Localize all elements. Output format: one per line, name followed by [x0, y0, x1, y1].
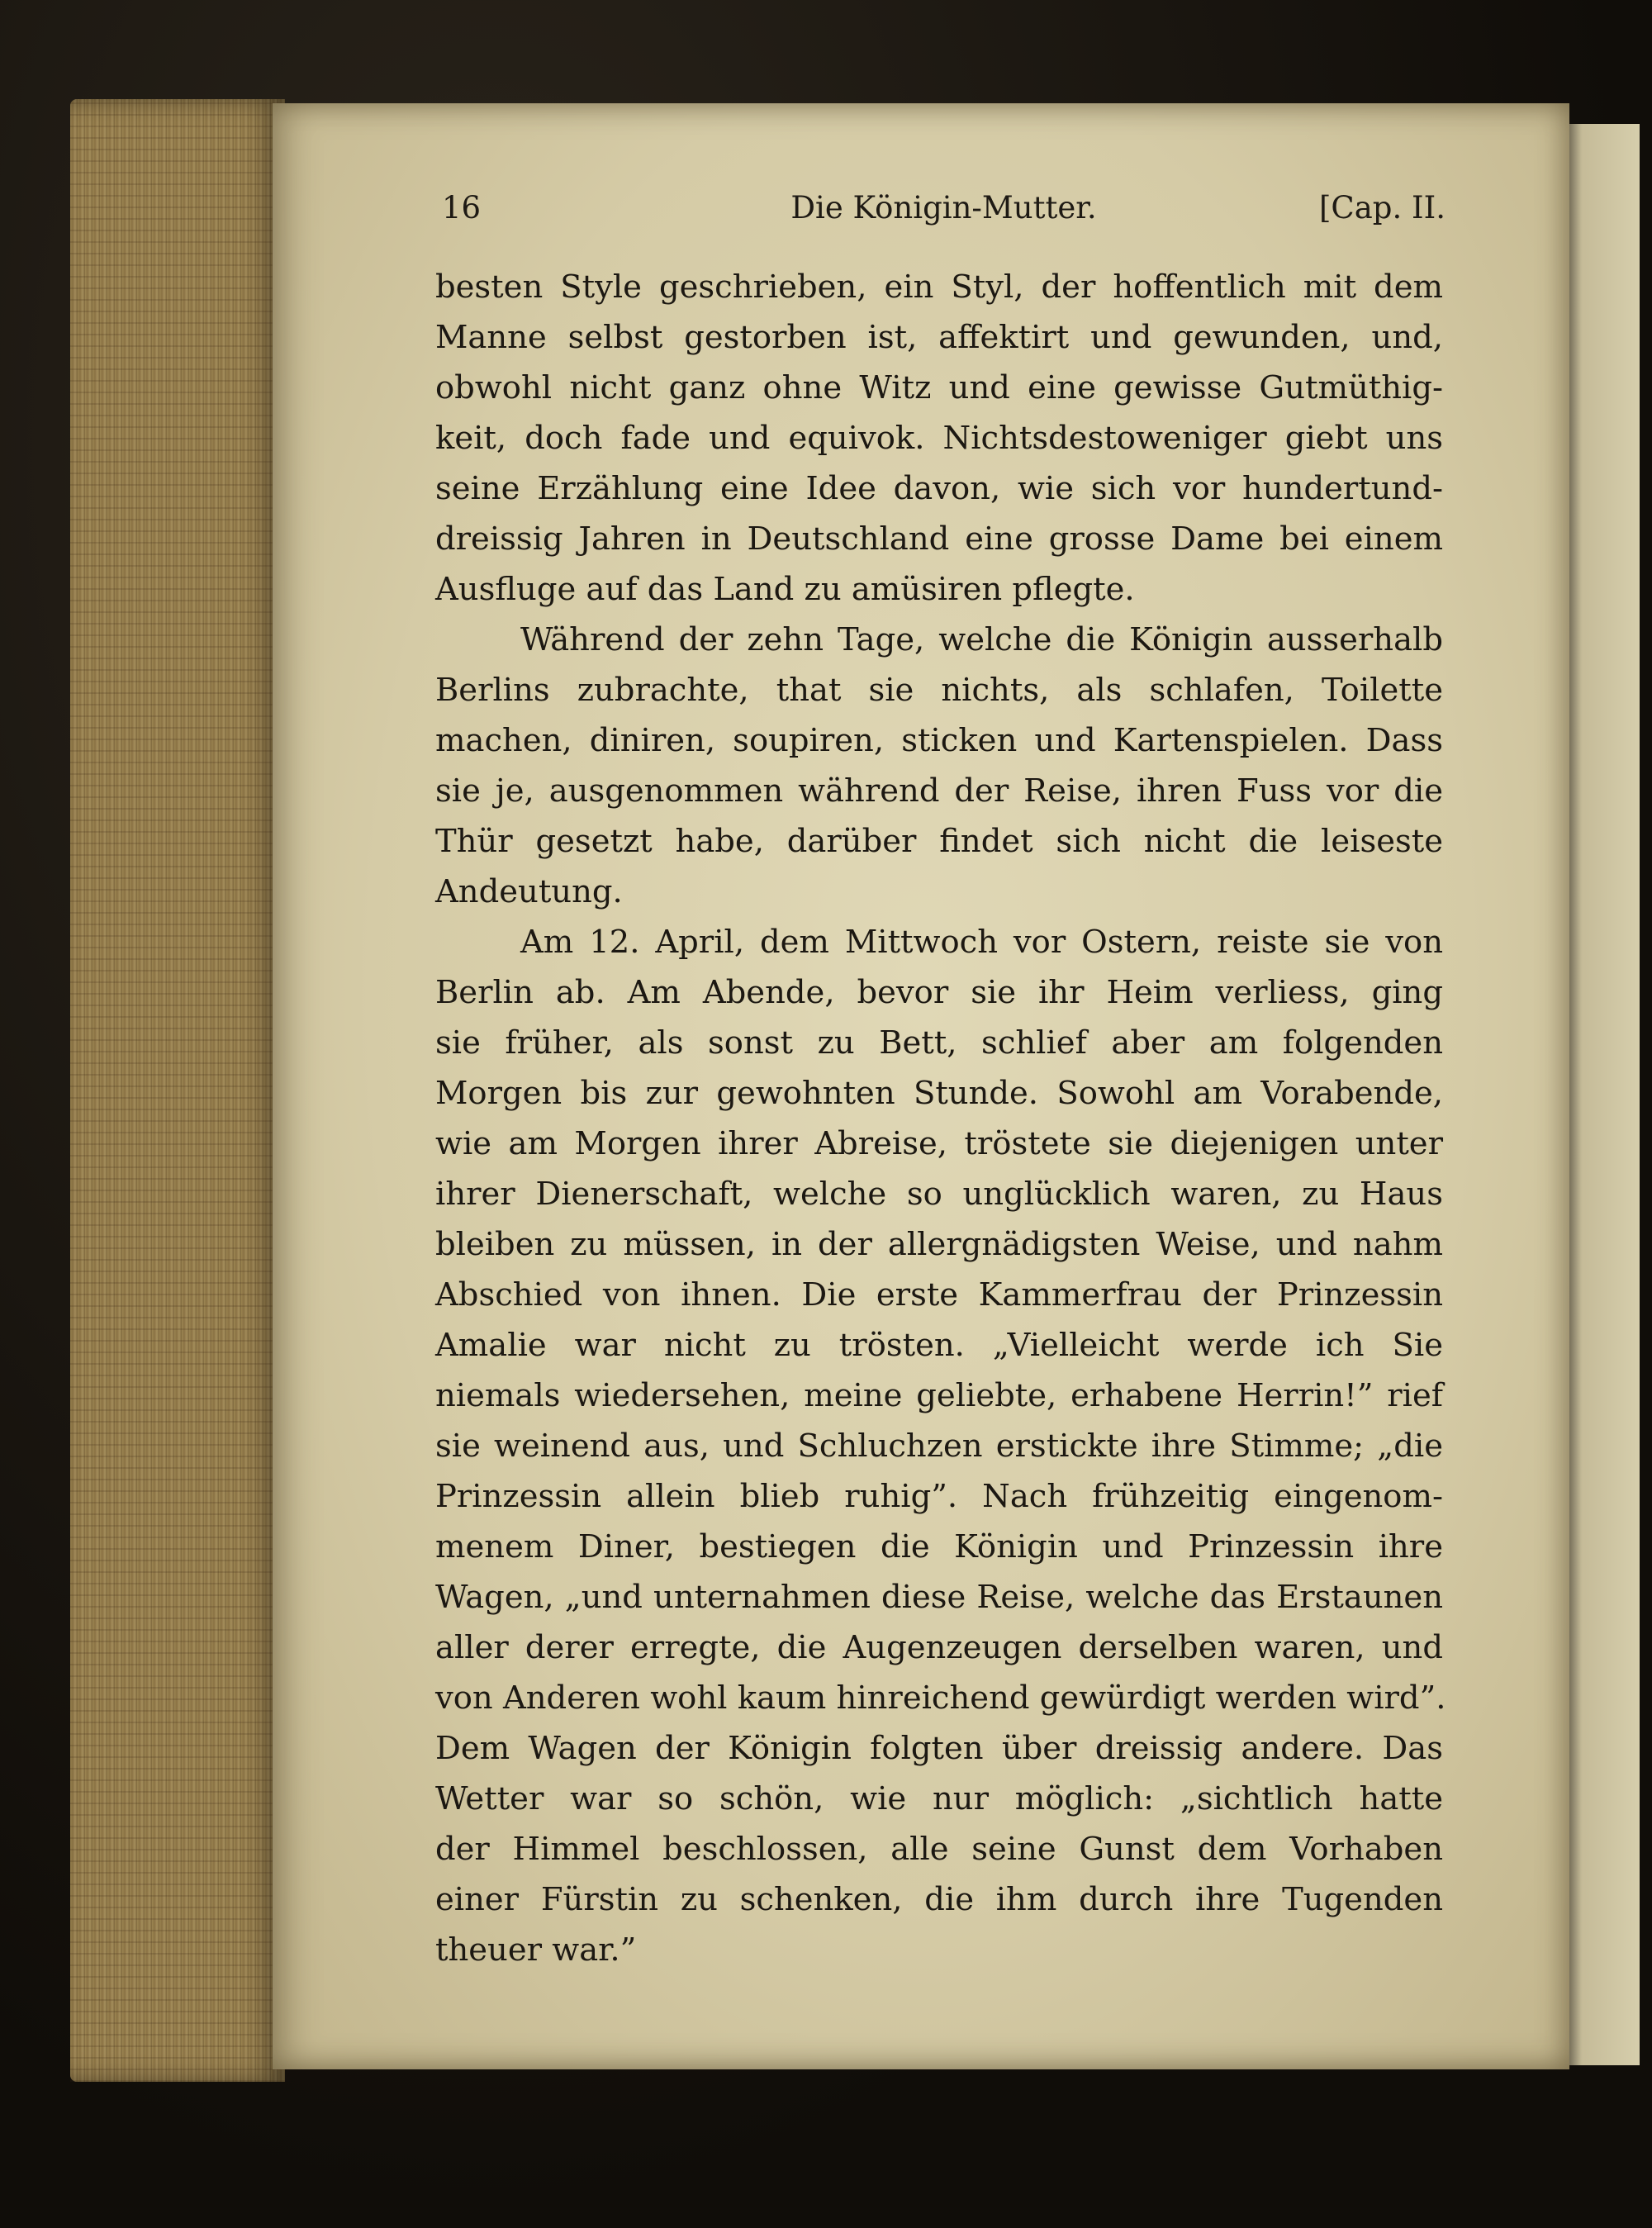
paragraph: [435, 615, 1443, 917]
text-line: sie früher, als sonst zu Bett, schlief aber am folgenden: [435, 1024, 1443, 1062]
text-line: Ausfluge auf das Land zu amüsiren pflegte.: [435, 571, 1135, 608]
text-line: Prinzessin allein blieb ruhig”. Nach frühzeitig eingenom-: [435, 1478, 1443, 1515]
text-line: sie weinend aus, und Schluchzen erstickte ihre Stimme; „die: [435, 1428, 1443, 1465]
text-line: der Himmel beschlossen, alle seine Gunst dem Vorhaben: [435, 1831, 1443, 1868]
text-line: Morgen bis zur gewohnten Stunde. Sowohl am Vorabende,: [435, 1075, 1443, 1112]
text-line: bleiben zu müssen, in der allergnädigsten Weise, und nahm: [435, 1226, 1443, 1263]
text-line: Abschied von ihnen. Die erste Kammerfrau der Prinzessin: [435, 1276, 1443, 1314]
page-number: 16: [442, 190, 482, 226]
text-line: seine Erzählung eine Idee davon, wie sich vor hundertund-: [435, 470, 1443, 507]
text-line: keit, doch fade und equivok. Nichtsdestoweniger giebt uns: [435, 420, 1443, 457]
text-line: Andeutung.: [435, 873, 623, 910]
text-line: Berlin ab. Am Abende, bevor sie ihr Heim verliess, ging: [435, 974, 1443, 1011]
text-line: aller derer erregte, die Augenzeugen derselben waren, und: [435, 1629, 1443, 1666]
book-page-edges: [70, 99, 285, 2082]
text-line: machen, diniren, soupiren, sticken und Kartenspielen. Dass: [435, 722, 1443, 759]
running-title: Die Königin-Mutter.: [790, 190, 1097, 226]
text-line: menem Diner, bestiegen die Königin und Prinzessin ihre: [435, 1528, 1443, 1565]
text-line: Thür gesetzt habe, darüber findet sich nicht die leiseste: [435, 823, 1443, 860]
text-line: ihrer Dienerschaft, welche so unglücklich waren, zu Haus: [435, 1176, 1443, 1213]
paragraph: [435, 262, 1443, 615]
text-line: theuer war.”: [435, 1931, 637, 1969]
text-line: Wagen, „und unternahmen diese Reise, welche das Erstaunen: [435, 1579, 1443, 1616]
chapter-reference: [Cap. II.: [1318, 190, 1446, 226]
text-line: Dem Wagen der Königin folgten über dreissig andere. Das: [435, 1730, 1443, 1767]
text-line: niemals wiedersehen, meine geliebte, erhabene Herrin!” rief: [435, 1377, 1443, 1414]
text-line: von Anderen wohl kaum hinreichend gewürdigt werden wird”.: [435, 1679, 1446, 1717]
text-line: Manne selbst gestorben ist, affektirt und gewunden, und,: [435, 319, 1443, 356]
facing-page-edge: [1557, 124, 1640, 2065]
text-line: einer Fürstin zu schenken, die ihm durch ihre Tugenden: [435, 1881, 1443, 1918]
running-header: [442, 183, 1446, 233]
text-line: Berlins zubrachte, that sie nichts, als schlafen, Toilette: [435, 672, 1443, 709]
text-line: wie am Morgen ihrer Abreise, tröstete sie diejenigen unter: [435, 1125, 1443, 1162]
text-line: obwohl nicht ganz ohne Witz und eine gewisse Gutmüthig-: [435, 369, 1443, 406]
paragraph: [435, 917, 1446, 1975]
text-line: Amalie war nicht zu trösten. „Vielleicht werde ich Sie: [435, 1327, 1443, 1364]
text-line: Am 12. April, dem Mittwoch vor Ostern, reiste sie von: [520, 924, 1443, 961]
text-line: dreissig Jahren in Deutschland eine grosse Dame bei einem: [435, 520, 1443, 558]
text-line: besten Style geschrieben, ein Styl, der hoffentlich mit dem: [435, 268, 1443, 306]
text-line: Während der zehn Tage, welche die Königin ausserhalb: [520, 621, 1443, 658]
body-text: [435, 262, 1446, 1975]
text-line: Wetter war so schön, wie nur möglich: „sichtlich hatte: [435, 1780, 1443, 1817]
text-line: sie je, ausgenommen während der Reise, ihren Fuss vor die: [435, 772, 1443, 810]
